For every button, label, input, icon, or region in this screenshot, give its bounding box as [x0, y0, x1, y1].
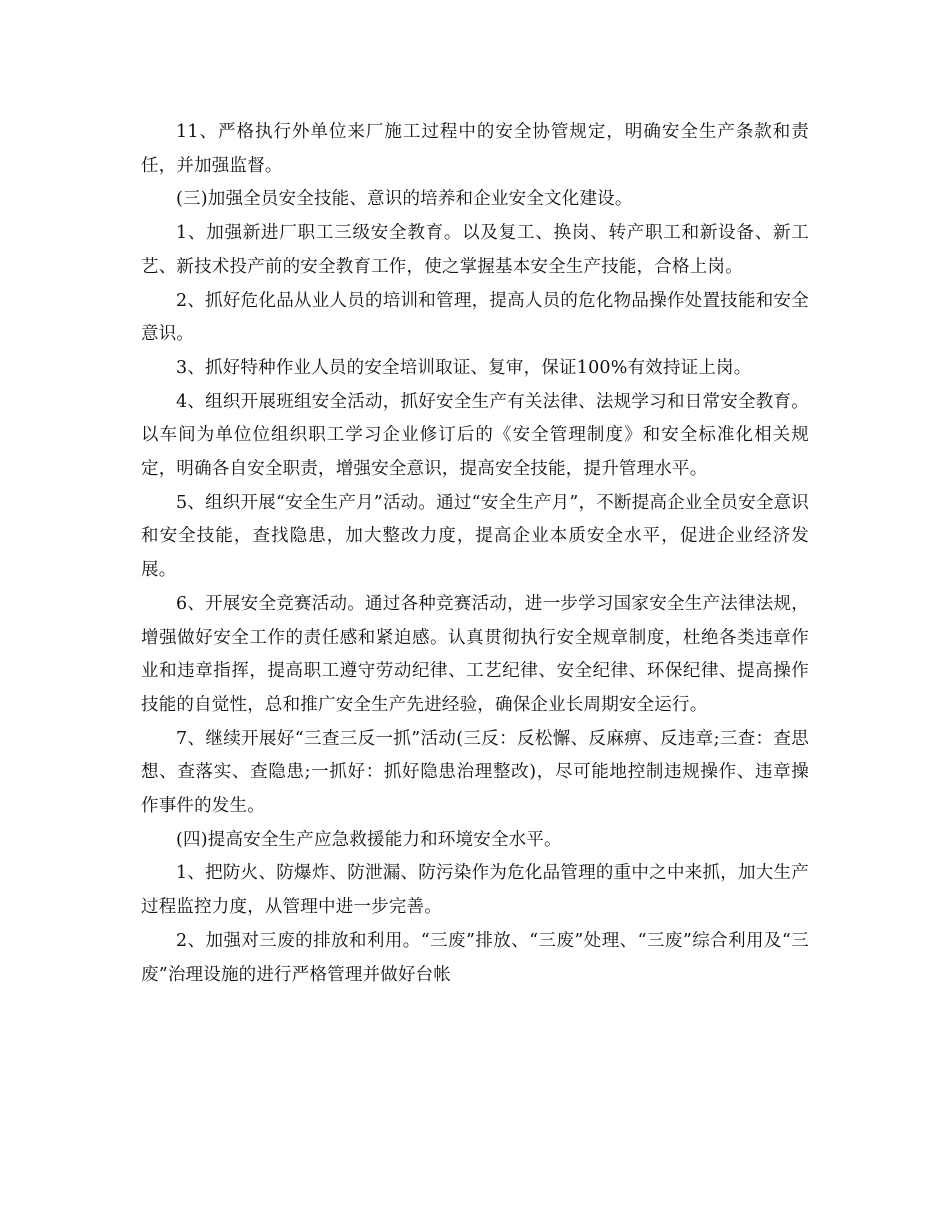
- paragraph-item-11: 11、严格执行外单位来厂施工过程中的安全协管规定，明确安全生产条款和责任，并加强监督。: [141, 122, 809, 176]
- paragraph-item-2: 2、抓好危化品从业人员的培训和管理，提高人员的危化物品操作处置技能和安全意识。: [141, 290, 809, 345]
- section-heading-4: (四)提高安全生产应急救援能力和环境安全水平。: [176, 829, 562, 850]
- document-body: [141, 116, 809, 992]
- paragraph-item-3: 3、抓好特种作业人员的安全培训取证、复审，保证100%有效持证上岗。: [176, 357, 752, 378]
- paragraph-item-1: 1、加强新进厂职工三级安全教育。以及复工、换岗、转产职工和新设备、新工艺、新技术投产前的安全教育工作，使之掌握基本安全生产技能，合格上岗。: [141, 223, 809, 277]
- paragraph-item-4: 4、组织开展班组安全活动，抓好安全生产有关法律、法规学习和日常安全教育。以车间为单位位组织职工学习企业修订后的《安全管理制度》和安全标准化相关规定，明确各自安全职责，增强安全意识，提高安全技能，提升管理水平。: [141, 391, 809, 480]
- paragraph-item-4-1: 1、把防火、防爆炸、防泄漏、防污染作为危化品管理的重中之中来抓，加大生产过程监控力度，从管理中进一步完善。: [141, 863, 809, 918]
- paragraph-item-5: 5、组织开展“安全生产月”活动。通过“安全生产月”，不断提高企业全员安全意识和安全技能，查找隐患，加大整改力度，提高企业本质安全水平，促进企业经济发展。: [141, 492, 809, 581]
- paragraph-item-7: 7、继续开展好“三查三反一抓”活动(三反：反松懈、反麻痹、反违章;三查：查思想、查落实、查隐患;一抓好：抓好隐患治理整改)，尽可能地控制违规操作、违章操作事件的发生。: [141, 728, 809, 817]
- paragraph-item-6: 6、开展安全竞赛活动。通过各种竞赛活动，进一步学习国家安全生产法律法规，增强做好安全工作的责任感和紧迫感。认真贯彻执行安全规章制度，杜绝各类违章作业和违章指挥，提高职工遵守劳动纪律、工艺纪律、安全纪律、环保纪律、提高操作技能的自觉性，总和推广安全生产先进经验，确保企业长周期安全运行。: [141, 593, 809, 715]
- paragraph-item-4-2: 2、加强对三废的排放和利用。“三废”排放、“三废”处理、“三废”综合利用及“三废”治理设施的进行严格管理并做好台帐: [141, 930, 809, 985]
- section-heading-3: (三)加强全员安全技能、意识的培养和企业安全文化建设。: [176, 189, 633, 210]
